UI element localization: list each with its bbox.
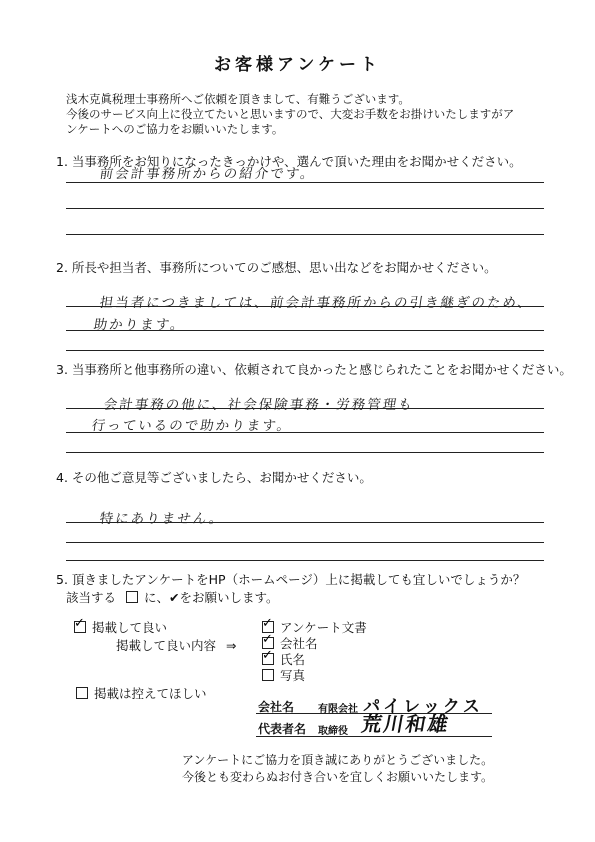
rep-name-signature: 荒川和雄 bbox=[359, 712, 452, 736]
ruled-line bbox=[66, 208, 544, 209]
option-decline bbox=[76, 684, 207, 702]
rep-underline bbox=[256, 736, 492, 737]
option-decline-label: 掲載は控えてほしい bbox=[94, 686, 207, 701]
company-label: 会社名 bbox=[258, 700, 295, 714]
answer-1-line-1: 前会計事務所からの紹介です。 bbox=[98, 166, 317, 182]
checkbox-decline[interactable] bbox=[76, 687, 88, 699]
ruled-line bbox=[66, 234, 544, 235]
question-3: 3. 当事務所と他事務所の違い、依頼されて良かったと感じられたことをお聞かせください。 bbox=[56, 362, 572, 377]
empty-checkbox-icon bbox=[126, 591, 138, 603]
rep-title: 取締役 bbox=[318, 726, 348, 737]
ruled-line bbox=[66, 350, 544, 351]
content-option-label: 写真 bbox=[280, 668, 306, 683]
question-2: 2. 所長や担当者、事務所についてのご感想、思い出などをお聞かせください。 bbox=[56, 260, 497, 275]
question-5-instruction bbox=[66, 588, 278, 606]
answer-2-line-2: 助かります。 bbox=[92, 317, 187, 333]
ruled-line bbox=[66, 408, 544, 409]
ruled-line bbox=[66, 182, 544, 183]
instruction-post: に、✔をお願いします。 bbox=[144, 590, 279, 605]
intro-line-3: ンケートへのご協力をお願いいたします。 bbox=[66, 122, 284, 136]
content-option-label: 会社名 bbox=[280, 636, 318, 651]
ruled-line bbox=[66, 542, 544, 543]
company-prefix: 有限会社 bbox=[318, 704, 358, 715]
arrow-right-icon: ⇒ bbox=[226, 638, 237, 653]
option-contents-heading bbox=[116, 636, 236, 654]
intro-line-1: 浅木克眞税理士事務所へご依頼を頂きまして、有難うございます。 bbox=[66, 92, 410, 106]
option-ok-label: 掲載して良い bbox=[92, 620, 168, 635]
checkbox-ok[interactable] bbox=[74, 621, 86, 633]
ruled-line bbox=[66, 306, 544, 307]
question-4: 4. その他ご意見等ございましたら、お聞かせください。 bbox=[56, 470, 372, 485]
instruction-pre: 該当する bbox=[66, 590, 117, 605]
ruled-line bbox=[66, 330, 544, 331]
content-option-photo bbox=[262, 666, 305, 684]
answer-3-line-2: 行っているので助かります。 bbox=[90, 418, 294, 434]
company-name: パイレックス bbox=[363, 697, 483, 717]
answer-4-line-1: 特にありません。 bbox=[98, 511, 226, 527]
contents-label: 掲載して良い内容 bbox=[116, 638, 217, 653]
intro-line-2: 今後のサービス向上に役立てたいと思いますので、大変お手数をお掛けいたしますがア bbox=[66, 107, 515, 121]
answer-3-line-1: 会計事務の他に、社会保険事務・労務管理も bbox=[102, 397, 415, 413]
rep-label: 代表者名 bbox=[258, 722, 307, 736]
checkbox-name[interactable] bbox=[262, 653, 274, 665]
page-title: お客様アンケート bbox=[214, 55, 381, 75]
option-ok bbox=[74, 618, 167, 636]
ruled-line bbox=[66, 522, 544, 523]
answer-2-line-1: 担当者につきましては、前会計事務所からの引き継ぎのため、 bbox=[98, 295, 535, 311]
footer-line-1: アンケートにご協力を頂き誠にありがとうございました。 bbox=[181, 753, 494, 767]
ruled-line bbox=[66, 560, 544, 561]
checkbox-photo[interactable] bbox=[262, 669, 274, 681]
ruled-line bbox=[66, 452, 544, 453]
ruled-line bbox=[66, 432, 544, 433]
content-option-label: 氏名 bbox=[280, 652, 306, 667]
question-1: 1. 当事務所をお知りになったきっかけや、選んで頂いた理由をお聞かせください。 bbox=[56, 154, 522, 169]
footer-line-2: 今後とも変わらぬお付き合いを宜しくお願いいたします。 bbox=[181, 770, 494, 784]
content-option-label: アンケート文書 bbox=[280, 620, 367, 635]
question-5: 5. 頂きましたアンケートをHP（ホームページ）上に掲載しても宜しいでしょうか？ bbox=[56, 572, 526, 587]
